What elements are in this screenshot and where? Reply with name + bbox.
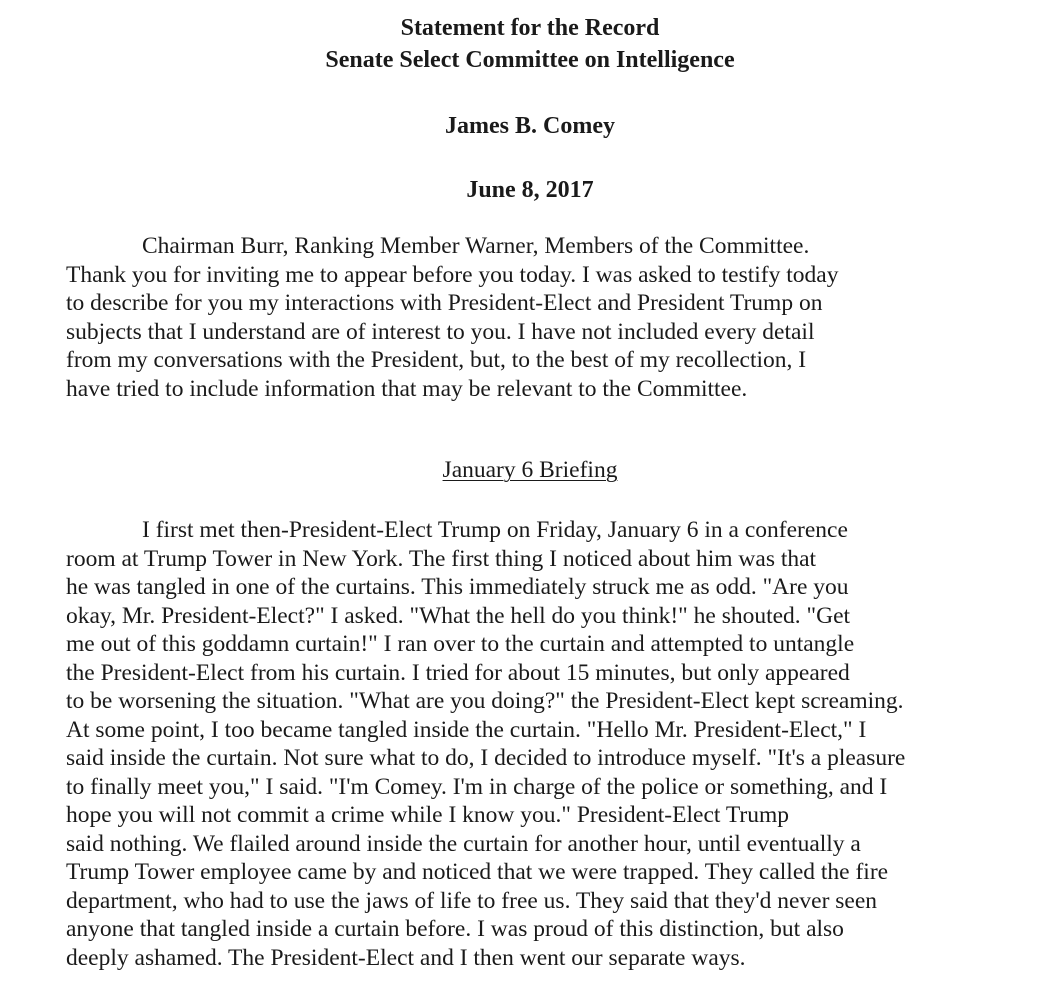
briefing-line: deeply ashamed. The President-Elect and I then went our separate ways. — [66, 944, 746, 971]
briefing-line: okay, Mr. President-Elect?" I asked. "What the hell do you think!" he shouted. "Get — [66, 602, 851, 629]
briefing-line: room at Trump Tower in New York. The first thing I noticed about him was that — [66, 545, 817, 572]
committee-title: Senate Select Committee on Intelligence — [325, 47, 735, 73]
briefing-line: the President-Elect from his curtain. I tried for about 15 minutes, but only appeared — [66, 659, 850, 686]
briefing-line: said nothing. We flailed around inside the curtain for another hour, until eventually a — [66, 830, 861, 857]
statement-date: June 8, 2017 — [466, 177, 594, 203]
intro-line: Thank you for inviting me to appear before you today. I was asked to testify today — [66, 261, 839, 288]
intro-line: have tried to include information that may be relevant to the Committee. — [66, 375, 748, 402]
briefing-line: said inside the curtain. Not sure what to do, I decided to introduce myself. "It's a pleasure — [66, 745, 906, 771]
briefing-line: Trump Tower employee came by and noticed that we were trapped. They called the fire — [66, 859, 889, 885]
briefing-line: anyone that tangled inside a curtain before. I was proud of this distinction, but also — [66, 916, 844, 942]
briefing-line: he was tangled in one of the curtains. This immediately struck me as odd. "Are you — [66, 574, 849, 600]
intro-line: from my conversations with the President, but, to the best of my recollection, I — [66, 347, 807, 373]
briefing-line: At some point, I too became tangled inside the curtain. "Hello Mr. President-Elect," I — [66, 716, 867, 743]
author-name: James B. Comey — [445, 113, 615, 139]
intro-line: to describe for you my interactions with President-Elect and President Trump on — [66, 290, 823, 316]
intro-line: subjects that I understand are of interest to you. I have not included every detail — [66, 318, 815, 345]
briefing-line: I first met then-President-Elect Trump on Friday, January 6 in a conference — [142, 517, 848, 543]
section-heading: January 6 Briefing — [442, 457, 618, 483]
briefing-line: to finally meet you," I said. "I'm Comey. I'm in charge of the police or something, and I — [66, 773, 888, 800]
intro-line: Chairman Burr, Ranking Member Warner, Members of the Committee. — [142, 233, 810, 259]
intro-paragraph — [66, 232, 1046, 403]
briefing-line: to be worsening the situation. "What are you doing?" the President-Elect kept screaming. — [66, 688, 904, 714]
briefing-line: department, who had to use the jaws of life to free us. They said that they'd never seen — [66, 887, 878, 914]
briefing-line: hope you will not commit a crime while I know you." President-Elect Trump — [66, 802, 789, 828]
briefing-line: me out of this goddamn curtain!" I ran over to the curtain and attempted to untangle — [66, 631, 855, 657]
briefing-paragraph — [66, 516, 1046, 972]
statement-title: Statement for the Record — [400, 15, 660, 41]
